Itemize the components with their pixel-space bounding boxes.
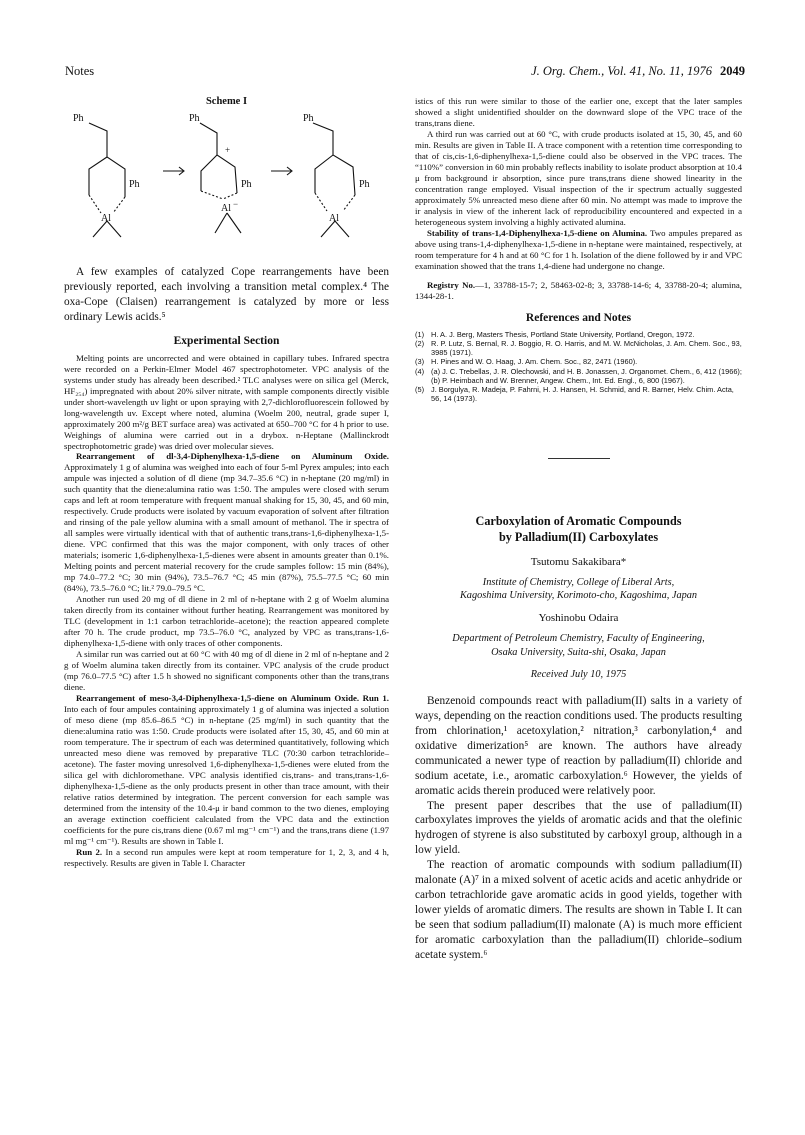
left-column xyxy=(64,92,389,869)
paragraph: The present paper describes that the use of palladium(II) carboxylates improves the yields of aromatic acids and that the olefinic hydrogen of styrene is also substituted by carboxyl group, although in a low yield. xyxy=(415,799,742,857)
journal-citation: J. Org. Chem., Vol. 41, No. 11, 1976 xyxy=(531,64,712,78)
running-head-journal xyxy=(531,64,745,79)
scheme-label: Ph xyxy=(128,179,140,190)
author-name: Yoshinobu Odaira xyxy=(538,612,619,625)
scheme-label: Ph xyxy=(358,179,370,190)
run-in-heading: Run 2. xyxy=(76,846,103,857)
reference-text: R. P. Lutz, S. Bernal, R. J. Boggio, R. O. Harris, and M. W. McNicholas, J. Am. Chem. Soc., 93, 3985 (1971). xyxy=(431,338,742,358)
scheme-charge-minus: − xyxy=(232,199,238,209)
section-heading-experimental: Experimental Section xyxy=(173,334,280,347)
reference-item xyxy=(415,339,742,358)
paragraph xyxy=(64,847,389,869)
paragraph: istics of this run were similar to those of the earlier one, except that the later samples showed a slight unidentified shoulder on the downward slope of the VPC trace of the trans,trans diene. xyxy=(415,96,742,128)
paragraph xyxy=(415,228,742,272)
paragraph-text: Two ampules prepared as above using trans-1,4-diphenylhexa-1,5-diene in n-heptane were maintained, respectively, at room temperature for 4 h and at 60 °C for 1 h. Isolation of the diene followed by ir and VPC examination showed that the trans 1,4-diene had undergone no change. xyxy=(415,227,743,271)
paragraph: The reaction of aromatic compounds with sodium palladium(II) malonate (A)⁷ in a mixed solvent of acetic acids and acetic anhydride or carbon tetrachloride gave aromatic acids in good yields, together with lower yields of aromatic dimers. The results are shown in Table I. It can be seen that sodium palladium(II) malonate (A) is much more efficient for aromatic carboxylation than the palladium(II) chloride–sodium acetate system.⁶ xyxy=(415,859,742,961)
scheme-label: Al xyxy=(100,213,111,224)
reference-text: (a) J. C. Trebellas, J. R. Olechowski, and H. B. Jonassen, J. Organomet. Chem., 6, 412 (1966); (b) P. Heimbach and W. Brenner, Angew. Chem., Int. Ed. Engl., 6, 800 (1967). xyxy=(431,366,742,385)
paragraph xyxy=(64,693,389,847)
affiliation-line: Institute of Chemistry, College of Liberal Arts, xyxy=(482,576,675,588)
paragraph: A similar run was carried out at 60 °C with 40 mg of dl diene in 2 ml of n-heptane and 2 g of Woelm alumina taken directly from its container. VPC analysis of the crude product (mp 76.0–77.5 °C) after 1.5 h showed no significant components other than the trans,trans diene. xyxy=(64,649,389,693)
paragraph: Benzenoid compounds react with palladium(II) salts in a variety of ways, depending on the reaction conditions used. The products resulting from chlorination,¹ acetoxylation,² nitration,³ carbonylation,⁴ and oxidative dimerization⁵ are known. The authors have already communicated a newer type of reaction by palladium(II) chloride and sodium acetate, i.e., aromatic carboxylation.⁶ However, the yields of aromatic acids therein produced were relatively poor. xyxy=(415,695,742,797)
reference-item xyxy=(415,367,742,386)
article-title-line: Carboxylation of Aromatic Compounds xyxy=(475,513,682,528)
reference-text: H. A. J. Berg, Masters Thesis, Portland State University, Portland, Oregon, 1972. xyxy=(431,329,695,339)
scheme-charge-plus: + xyxy=(224,145,230,155)
affiliation-line: Kagoshima University, Korimoto-cho, Kagoshima, Japan xyxy=(459,590,698,602)
received-date: Received July 10, 1975 xyxy=(530,669,627,681)
article-title xyxy=(415,513,742,546)
paragraph: Another run used 20 mg of dl diene in 2 ml of n-heptane with 2 g of Woelm alumina taken directly from its container without further heating. Rearrangement was monitored by TLC (development in 1:1 carbon tetrachloride–acetone); the reaction appeared complete after 70 h. The crude product, mp 73.5–76.0 °C, analyzed by VPC as trans,trans-1,6-diphenylhexa-1,5-diene with only traces of other components. xyxy=(64,594,389,649)
right-column xyxy=(415,96,742,962)
running-head-section: Notes xyxy=(65,64,95,78)
paragraph: Melting points are uncorrected and were obtained in capillary tubes. Infrared spectra were recorded on a Perkin-Elmer Model 467 spectrophotometer. VPC analysis of the systems under study has already been described.² TLC analyses were on silica gel (Merck, HF₂₅₄) impregnated with about 20% silver nitrate, with sample components directly visible under short-wavelength uv light or upon spraying with 2,7-dichlorofluorescein followed by long-wavelength uv. Except where noted, alumina (Woelm 200, neutral, grade super I, approximately 200 m²/g BET surface area) was activated at 650–700 °C for 4 h prior to use. Weighings of alumina were carried out in a drybox. n-Heptane (Mallinckrodt spectrophotometric grade) was dried over molecular sieves. xyxy=(64,352,389,451)
section-heading-references: References and Notes xyxy=(525,311,632,324)
registry-heading: Registry No. xyxy=(427,279,476,290)
scheme-label: Ph xyxy=(188,113,200,124)
reference-number: (2) xyxy=(415,338,425,348)
reference-item xyxy=(415,330,742,339)
paragraph-text: Into each of four ampules containing approximately 1 g of alumina was injected a solution of meso diene (mp 85.6–86.5 °C) in n-heptane (25 mg/ml) in such quantity that the diene:alumina ratio was 1:50. Crude products were isolated after 15, 30, 45, and 60 min at room temperature. The ir spectrum of each was determined quantitatively, following which unreacted meso diene was removed by preparative TLC (70:30 carbon tetrachloride–acetone). The faster moving unresolved 1,6-diphenylhexa-1,5-dienes were eluted from the silica gel with dichloromethane. VPC analysis identified cis,trans- and trans,trans-1,6-diphenylhexa-1,5-diene as the only products present in other than trace amount, with their relative ratios determined by integration. The percent conversion for each sample was determined from the intensity of the 10.4-μ ir band common to the two dienes, employing an average extinction coefficient calculated from the VPC data and the extinction coefficients for the pure cis,trans diene (0.67 ml mg⁻¹ cm⁻¹) and the trans,trans diene (1.97 ml mg⁻¹ cm⁻¹). Results are shown in Table I. xyxy=(64,704,389,846)
reference-number: (5) xyxy=(415,385,425,395)
scheme-title: Scheme I xyxy=(205,96,248,107)
article-title-line: by Palladium(II) Carboxylates xyxy=(498,530,659,545)
run-in-heading: Stability of trans-1,4-Diphenylhexa-1,5-diene on Alumina. xyxy=(427,227,648,238)
scheme-label: Ph xyxy=(302,113,314,124)
author-affiliation xyxy=(415,576,742,603)
scheme-diagram xyxy=(67,109,387,259)
reference-text: J. Borgulya, R. Madeja, P. Fahrni, H. J. Hansen, H. Schmid, and R. Barner, Helv. Chim. Acta, 56, 14 (1973). xyxy=(431,385,734,404)
reference-number: (3) xyxy=(415,357,425,367)
affiliation-line: Department of Petroleum Chemistry, Faculty of Engineering, xyxy=(452,633,705,645)
scheme-label: Al xyxy=(328,213,339,224)
reference-item xyxy=(415,357,742,366)
run-in-heading: Rearrangement of meso-3,4-Diphenylhexa-1,5-diene on Aluminum Oxide. Run 1. xyxy=(76,693,389,704)
paragraph-text: In a second run ampules were kept at room temperature for 1, 2, 3, and 4 h, respectively. Results are given in Table I. Character xyxy=(64,846,389,868)
page-number: 2049 xyxy=(720,64,745,78)
article-divider xyxy=(548,458,610,459)
registry-text: —1, 33788-15-7; 2, 58463-02-8; 3, 33788-14-6; 4, 33788-20-4; alumina, 1344-28-1. xyxy=(415,279,742,301)
intro-paragraph: A few examples of catalyzed Cope rearrangements have been previously reported, each involving a transition metal complex.⁴ The oxa-Cope (Claisen) rearrangement is catalyzed by more or less ordinary Lewis acids.⁵ xyxy=(64,266,389,323)
scheme-label: Ph xyxy=(72,113,84,124)
reference-item xyxy=(415,385,742,404)
paragraph xyxy=(64,451,389,594)
scheme-label: Al xyxy=(220,203,231,214)
author-name: Tsutomu Sakakibara* xyxy=(530,555,627,568)
reference-text: H. Pines and W. O. Haag, J. Am. Chem. Soc., 82, 2471 (1960). xyxy=(431,357,638,367)
run-in-heading: Rearrangement of dl-3,4-Diphenylhexa-1,5-diene on Aluminum Oxide. xyxy=(76,451,389,462)
reference-number: (1) xyxy=(415,329,425,339)
paragraph-text: Approximately 1 g of alumina was weighed into each of four 5-ml Pyrex ampules; into each ampule was injected a solution of dl diene (mp 34.7–35.6 °C) in n-heptane (20 mg/ml) in such quantity that the diene:alumina ratio was 1:50. The ampules were closed with serum caps and left at room temperature with frequent manual shaking for 15, 30, 45, and 60 min, respectively. Crude products were isolated by vacuum evaporation of solvent after filtration and rinsing of the pale yellow alumina with a small amount of methanol. The ir spectra of all samples were virtually identical with that of authentic trans,trans-1,6-diphenylhexa-1,5-diene. VPC confirmed that this was the major component, with only traces of other materials; isomeric 1,6-diphenylhexa-1,5-dienes were absent in amounts greater than 0.1%. Melting points and percent material recovery for the crude samples follow: 15 min (84%), mp 74.0–77.2 °C; 30 min (94%), 73.5–76.7 °C; 45 min (87%), 75.5–77.5 °C; 60 min (84%), 73.5–76.0 °C; lit.² 79.0–79.5 °C. xyxy=(64,462,389,594)
affiliation-line: Osaka University, Suita-shi, Osaka, Japan xyxy=(491,646,666,658)
reference-number: (4) xyxy=(415,366,425,376)
registry-numbers xyxy=(415,280,742,302)
paragraph: A third run was carried out at 60 °C, with crude products isolated at 15, 30, 45, and 60 min. Results are given in Table II. A trace component with a retention time corresponding to that of cis,cis-1,6-diphenylhexa-1,5-diene could also be observed in the VPC traces. The “110%” conversion in 60 min probably reflects inability to isolate product absorption at 10.4 μ from background ir absorption, since pure trans,trans diene showed linearity in the concentration range employed. Visual inspection of the ir spectrum actually suggested approximately 5% unreacted meso diene after 60 min. No attempt was made to improve the ir analysis in view of the inherent lack of reproducibility encountered and expected in a heterogeneous system involving a highly activated alumina. xyxy=(415,128,742,227)
reference-list xyxy=(415,330,742,404)
scheme-label: Ph xyxy=(240,179,252,190)
author-affiliation xyxy=(415,632,742,659)
